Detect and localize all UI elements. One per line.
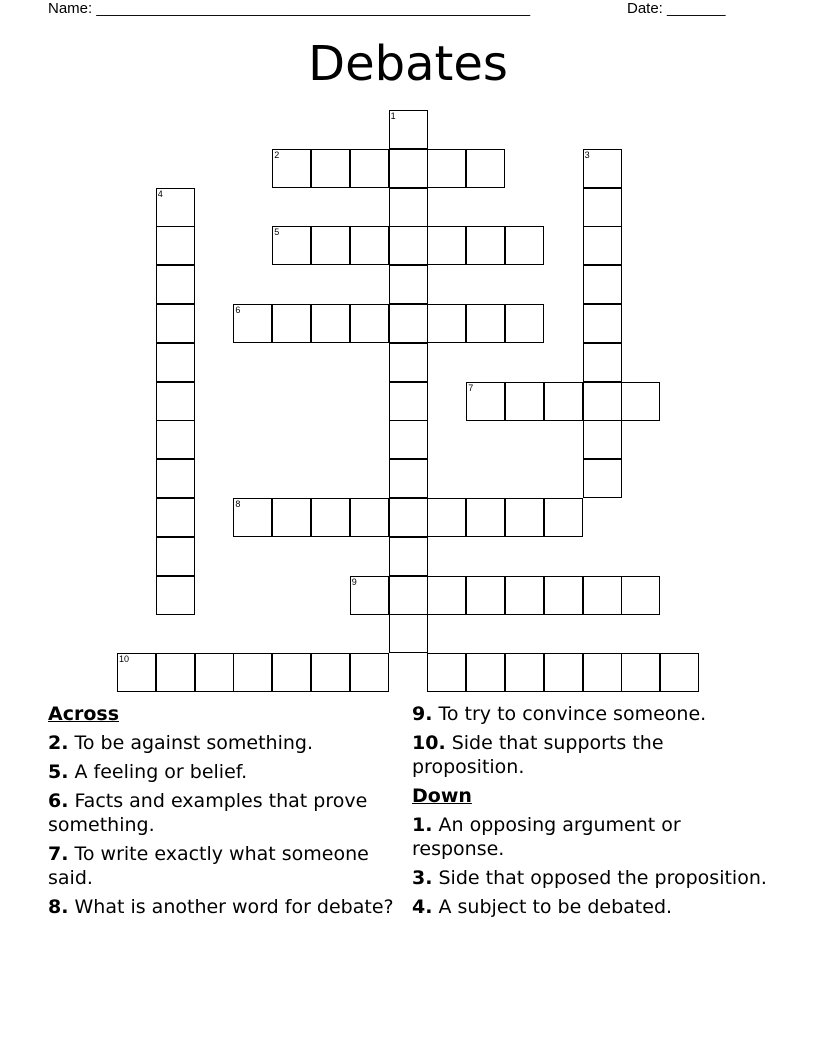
- crossword-cell[interactable]: [156, 226, 195, 265]
- crossword-cell[interactable]: [350, 498, 389, 537]
- crossword-cell[interactable]: [195, 653, 234, 692]
- crossword-cell[interactable]: [156, 420, 195, 459]
- crossword-cell[interactable]: [156, 343, 195, 382]
- clue-number: 4.: [412, 896, 433, 918]
- clue-number: 6.: [48, 790, 69, 812]
- crossword-cell[interactable]: [505, 576, 544, 615]
- clues-left-column: [48, 702, 408, 924]
- across-clue: [48, 760, 408, 784]
- crossword-cell[interactable]: [350, 653, 389, 692]
- crossword-cell[interactable]: [389, 420, 428, 459]
- crossword-cell[interactable]: [311, 653, 350, 692]
- down-clue: [412, 813, 772, 861]
- crossword-cell[interactable]: [583, 304, 622, 343]
- crossword-cell[interactable]: [156, 498, 195, 537]
- crossword-cell[interactable]: [389, 110, 428, 149]
- crossword-cell[interactable]: [311, 304, 350, 343]
- crossword-cell[interactable]: [505, 226, 544, 265]
- clues-right-column: [412, 702, 772, 924]
- crossword-cell[interactable]: [233, 498, 272, 537]
- crossword-cell[interactable]: [311, 149, 350, 188]
- cell-number: 2: [274, 149, 280, 160]
- clue-text: To be against something.: [74, 732, 314, 754]
- crossword-cell[interactable]: [272, 226, 311, 265]
- crossword-cell[interactable]: [583, 149, 622, 188]
- clue-text: What is another word for debate?: [74, 896, 394, 918]
- clue-text: An opposing argument or response.: [412, 814, 681, 860]
- crossword-cell[interactable]: [621, 576, 660, 615]
- cell-number: 3: [584, 149, 590, 160]
- across-clue: [412, 702, 772, 726]
- crossword-cell[interactable]: [466, 149, 505, 188]
- cell-number: 1: [390, 111, 396, 121]
- down-clue: [412, 866, 772, 890]
- crossword-cell[interactable]: [350, 304, 389, 343]
- crossword-cell[interactable]: [427, 149, 466, 188]
- crossword-cell[interactable]: [505, 653, 544, 692]
- crossword-cell[interactable]: [505, 304, 544, 343]
- across-clue: [48, 731, 408, 755]
- across-heading: Across: [48, 703, 120, 725]
- crossword-cell[interactable]: [156, 537, 195, 576]
- crossword-cell[interactable]: [156, 188, 195, 227]
- clue-text: Side that opposed the proposition.: [438, 867, 767, 889]
- crossword-cell[interactable]: [621, 382, 660, 421]
- crossword-cell[interactable]: [427, 226, 466, 265]
- across-clue: [48, 842, 408, 890]
- crossword-cell[interactable]: [389, 498, 428, 537]
- clue-number: 7.: [48, 843, 69, 865]
- crossword-cell[interactable]: [583, 420, 622, 459]
- clue-number: 1.: [412, 814, 433, 836]
- crossword-cell[interactable]: [427, 304, 466, 343]
- crossword-cell[interactable]: [389, 537, 428, 576]
- cell-number: 5: [274, 227, 280, 238]
- crossword-cell[interactable]: [156, 653, 195, 692]
- crossword-cell[interactable]: [117, 653, 156, 692]
- crossword-cell[interactable]: [544, 576, 583, 615]
- crossword-cell[interactable]: [389, 149, 428, 188]
- crossword-cell[interactable]: [350, 576, 389, 615]
- clue-text: To try to convince someone.: [438, 703, 707, 725]
- crossword-cell[interactable]: [311, 226, 350, 265]
- crossword-cell[interactable]: [156, 459, 195, 498]
- clue-text: Facts and examples that prove something.: [48, 790, 368, 836]
- crossword-cell[interactable]: [350, 149, 389, 188]
- cell-number: 6: [235, 305, 241, 315]
- crossword-cell[interactable]: [156, 382, 195, 421]
- crossword-cell[interactable]: [544, 498, 583, 537]
- cell-number: 8: [235, 499, 241, 509]
- cell-number: 9: [351, 576, 357, 587]
- crossword-cell[interactable]: [389, 188, 428, 227]
- crossword-cell[interactable]: [233, 653, 272, 692]
- clue-number: 2.: [48, 732, 69, 754]
- crossword-cell[interactable]: [389, 304, 428, 343]
- crossword-cell[interactable]: [272, 149, 311, 188]
- page-title: Debates: [308, 36, 508, 92]
- clue-number: 8.: [48, 896, 69, 918]
- crossword-cell[interactable]: [427, 498, 466, 537]
- cell-number: 10: [119, 654, 130, 665]
- crossword-cell[interactable]: [427, 576, 466, 615]
- clue-text: A feeling or belief.: [74, 761, 248, 783]
- crossword-cell[interactable]: [389, 382, 428, 421]
- crossword-cell[interactable]: [466, 226, 505, 265]
- crossword-cell[interactable]: [505, 382, 544, 421]
- crossword-cell[interactable]: [389, 459, 428, 498]
- crossword-cell[interactable]: [544, 382, 583, 421]
- crossword-cell[interactable]: [544, 653, 583, 692]
- crossword-cell[interactable]: [583, 576, 622, 615]
- down-heading: Down: [412, 785, 472, 807]
- crossword-cell[interactable]: [156, 304, 195, 343]
- crossword-cell[interactable]: [583, 188, 622, 227]
- clue-number: 3.: [412, 867, 433, 889]
- crossword-cell[interactable]: [311, 498, 350, 537]
- crossword-cell[interactable]: [389, 343, 428, 382]
- crossword-cell[interactable]: [389, 226, 428, 265]
- cell-number: 4: [157, 188, 163, 199]
- crossword-cell[interactable]: [427, 653, 466, 692]
- down-clue: [412, 895, 772, 919]
- crossword-cell[interactable]: [466, 382, 505, 421]
- crossword-cell[interactable]: [583, 265, 622, 304]
- crossword-cell[interactable]: [505, 498, 544, 537]
- crossword-cell[interactable]: [156, 265, 195, 304]
- clue-text: Side that supports the proposition.: [412, 732, 664, 778]
- crossword-cell[interactable]: [389, 265, 428, 304]
- clue-number: 5.: [48, 761, 69, 783]
- crossword-cell[interactable]: [389, 614, 428, 653]
- name-field-label: Name: ____________________________________________________: [48, 0, 531, 17]
- crossword-cell[interactable]: [583, 653, 622, 692]
- crossword-cell[interactable]: [583, 382, 622, 421]
- cell-number: 7: [468, 382, 474, 393]
- clue-number: 9.: [412, 703, 433, 725]
- crossword-cell[interactable]: [583, 343, 622, 382]
- crossword-cell[interactable]: [621, 653, 660, 692]
- crossword-cell[interactable]: [233, 304, 272, 343]
- across-clue: [48, 895, 408, 919]
- crossword-cell[interactable]: [466, 576, 505, 615]
- clue-text: To write exactly what someone said.: [48, 843, 369, 889]
- clue-text: A subject to be debated.: [438, 896, 673, 918]
- clue-number: 10.: [412, 732, 446, 754]
- crossword-cell[interactable]: [272, 498, 311, 537]
- crossword-cell[interactable]: [272, 304, 311, 343]
- crossword-cell[interactable]: [272, 653, 311, 692]
- crossword-cell[interactable]: [350, 226, 389, 265]
- crossword-cell[interactable]: [660, 653, 699, 692]
- crossword-cell[interactable]: [466, 304, 505, 343]
- across-clue: [412, 731, 772, 779]
- crossword-cell[interactable]: [466, 653, 505, 692]
- crossword-cell[interactable]: [583, 226, 622, 265]
- date-field-label: Date: _______: [627, 0, 726, 17]
- crossword-cell[interactable]: [389, 576, 428, 615]
- across-clue: [48, 789, 408, 837]
- crossword-cell[interactable]: [466, 498, 505, 537]
- crossword-cell[interactable]: [583, 459, 622, 498]
- crossword-cell[interactable]: [156, 576, 195, 615]
